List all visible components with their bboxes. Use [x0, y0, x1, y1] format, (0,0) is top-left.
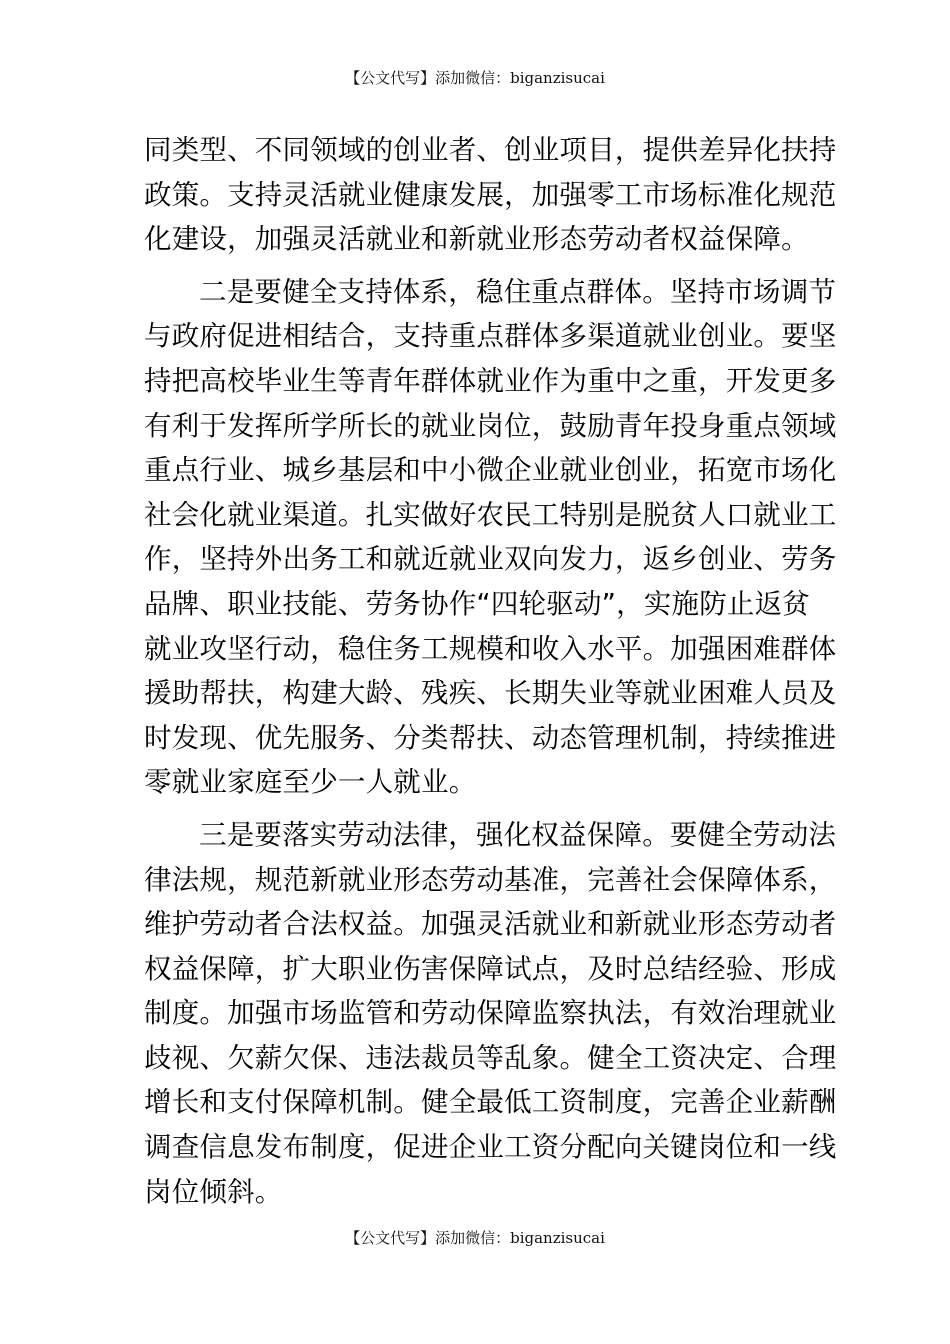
- text-line: 三是要落实劳动法律，强化权益保障。要健全劳动法: [199, 818, 837, 851]
- paragraph-1: [144, 128, 837, 262]
- text-line: 歧视、欠薪欠保、违法裁员等乱象。健全工资决定、合理: [144, 1041, 837, 1074]
- text-line: 重点行业、城乡基层和中小微企业就业创业，拓宽市场化: [144, 454, 837, 487]
- text-line: 调查信息发布制度，促进企业工资分配向关键岗位和一线: [144, 1131, 837, 1164]
- text-line: 与政府促进相结合，支持重点群体多渠道就业创业。要坚: [144, 320, 837, 353]
- paragraph-3: [144, 813, 837, 1214]
- page-header: 【公文代写】添加微信：biganzisucai: [345, 69, 605, 87]
- text-line: 增长和支付保障机制。健全最低工资制度，完善企业薪酬: [144, 1086, 837, 1119]
- text-line: 时发现、优先服务、分类帮扶、动态管理机制，持续推进: [144, 721, 837, 754]
- text-line: 援助帮扶，构建大龄、残疾、长期失业等就业困难人员及: [144, 677, 837, 710]
- text-line: 化建设，加强灵活就业和新就业形态劳动者权益保障。: [144, 223, 809, 256]
- text-line: 政策。支持灵活就业健康发展，加强零工市场标准化规范: [144, 178, 837, 211]
- text-line: 持把高校毕业生等青年群体就业作为重中之重，开发更多: [144, 364, 837, 397]
- text-line: 同类型、不同领域的创业者、创业项目，提供差异化扶持: [144, 134, 837, 166]
- text-line: 社会化就业渠道。扎实做好农民工特别是脱贫人口就业工: [144, 498, 837, 531]
- text-line: 制度。加强市场监管和劳动保障监察执法，有效治理就业: [144, 997, 837, 1030]
- text-line: 有利于发挥所学所长的就业岗位，鼓励青年投身重点领域: [144, 409, 837, 442]
- paragraph-2: [144, 270, 837, 805]
- document-body: [144, 128, 837, 1214]
- text-line: 零就业家庭至少一人就业。: [144, 766, 477, 799]
- text-line: 维护劳动者合法权益。加强灵活就业和新就业形态劳动者: [144, 908, 837, 941]
- text-line: 作，坚持外出务工和就近就业双向发力，返乡创业、劳务: [144, 543, 837, 576]
- text-line: 律法规，规范新就业形态劳动基准，完善社会保障体系，: [144, 863, 837, 896]
- text-line: 岗位倾斜。: [144, 1175, 283, 1208]
- text-line: 二是要健全支持体系，稳住重点群体。坚持市场调节: [199, 275, 837, 308]
- text-line: 权益保障，扩大职业伤害保障试点，及时总结经验、形成: [144, 952, 837, 985]
- text-line: 就业攻坚行动，稳住务工规模和收入水平。加强困难群体: [144, 632, 837, 665]
- text-line: 品牌、职业技能、劳务协作“四轮驱动”，实施防止返贫: [144, 587, 810, 620]
- page-footer: 【公文代写】添加微信：biganzisucai: [345, 1229, 605, 1247]
